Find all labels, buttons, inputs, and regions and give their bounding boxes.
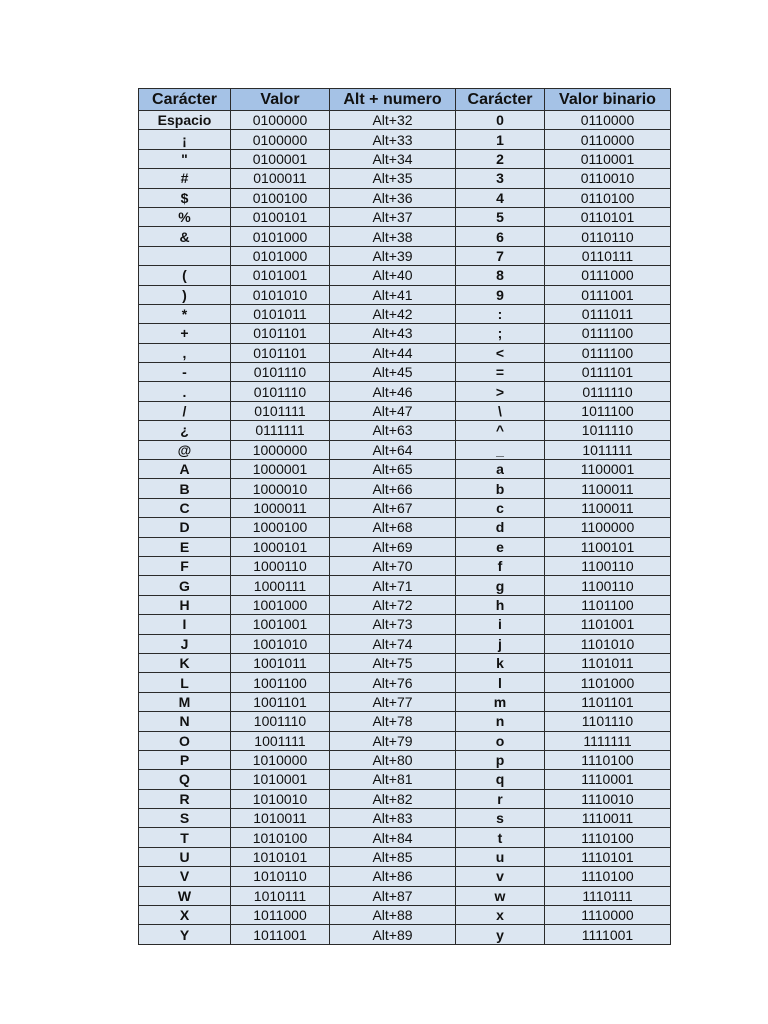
table-row xyxy=(139,828,671,847)
table-row xyxy=(139,401,671,420)
cell-caracter: Y xyxy=(139,925,231,944)
cell-caracter-2: f xyxy=(456,556,545,575)
cell-valor-binario: 0110010 xyxy=(545,169,671,188)
cell-valor-binario: 1110100 xyxy=(545,867,671,886)
cell-caracter: # xyxy=(139,169,231,188)
cell-alt-numero: Alt+45 xyxy=(330,363,456,382)
cell-valor-binario: 0110111 xyxy=(545,246,671,265)
cell-valor: 0101111 xyxy=(231,401,330,420)
cell-valor-binario: 1110111 xyxy=(545,886,671,905)
cell-valor-binario: 1100110 xyxy=(545,556,671,575)
cell-caracter-2: d xyxy=(456,518,545,537)
cell-caracter-2: _ xyxy=(456,440,545,459)
table-row xyxy=(139,556,671,575)
cell-valor-binario: 1110011 xyxy=(545,809,671,828)
cell-valor: 1010010 xyxy=(231,789,330,808)
cell-valor-binario: 1111111 xyxy=(545,731,671,750)
table-row xyxy=(139,440,671,459)
cell-caracter: T xyxy=(139,828,231,847)
cell-caracter-2: p xyxy=(456,750,545,769)
cell-valor: 1001100 xyxy=(231,673,330,692)
cell-caracter-2: 1 xyxy=(456,130,545,149)
cell-caracter-2: v xyxy=(456,867,545,886)
ascii-binary-table xyxy=(138,88,671,945)
cell-valor: 0101011 xyxy=(231,304,330,323)
cell-valor: 0100000 xyxy=(231,130,330,149)
cell-caracter: . xyxy=(139,382,231,401)
cell-alt-numero: Alt+81 xyxy=(330,770,456,789)
table-row xyxy=(139,363,671,382)
cell-caracter: % xyxy=(139,207,231,226)
cell-alt-numero: Alt+41 xyxy=(330,285,456,304)
cell-caracter: G xyxy=(139,576,231,595)
cell-caracter-2: x xyxy=(456,906,545,925)
cell-caracter: X xyxy=(139,906,231,925)
table-row xyxy=(139,537,671,556)
cell-caracter-2: 3 xyxy=(456,169,545,188)
cell-caracter: ( xyxy=(139,266,231,285)
table-row xyxy=(139,712,671,731)
table-row xyxy=(139,615,671,634)
cell-caracter-2: 6 xyxy=(456,227,545,246)
cell-valor-binario: 1101011 xyxy=(545,653,671,672)
table-row xyxy=(139,518,671,537)
cell-valor: 1000001 xyxy=(231,460,330,479)
cell-alt-numero: Alt+63 xyxy=(330,421,456,440)
cell-caracter-2: y xyxy=(456,925,545,944)
cell-caracter: P xyxy=(139,750,231,769)
cell-alt-numero: Alt+89 xyxy=(330,925,456,944)
cell-valor: 1000100 xyxy=(231,518,330,537)
cell-valor: 0100011 xyxy=(231,169,330,188)
cell-alt-numero: Alt+46 xyxy=(330,382,456,401)
cell-alt-numero: Alt+44 xyxy=(330,343,456,362)
cell-valor: 1000010 xyxy=(231,479,330,498)
cell-caracter-2: h xyxy=(456,595,545,614)
cell-valor: 1011000 xyxy=(231,906,330,925)
cell-alt-numero: Alt+65 xyxy=(330,460,456,479)
cell-valor: 0101000 xyxy=(231,227,330,246)
cell-alt-numero: Alt+38 xyxy=(330,227,456,246)
cell-valor-binario: 1101001 xyxy=(545,615,671,634)
cell-caracter: N xyxy=(139,712,231,731)
cell-caracter: & xyxy=(139,227,231,246)
cell-valor: 1010111 xyxy=(231,886,330,905)
cell-caracter-2: = xyxy=(456,363,545,382)
cell-caracter: $ xyxy=(139,188,231,207)
cell-caracter: Espacio xyxy=(139,111,231,130)
cell-alt-numero: Alt+83 xyxy=(330,809,456,828)
cell-valor-binario: 0111001 xyxy=(545,285,671,304)
cell-caracter-2: u xyxy=(456,847,545,866)
cell-caracter: A xyxy=(139,460,231,479)
table-row xyxy=(139,770,671,789)
cell-valor: 1010000 xyxy=(231,750,330,769)
cell-alt-numero: Alt+70 xyxy=(330,556,456,575)
table-row xyxy=(139,653,671,672)
header-caracter-2: Carácter xyxy=(456,89,545,111)
cell-valor: 1000101 xyxy=(231,537,330,556)
cell-valor-binario: 0111110 xyxy=(545,382,671,401)
cell-caracter-2: \ xyxy=(456,401,545,420)
cell-valor-binario: 0110110 xyxy=(545,227,671,246)
cell-valor-binario: 1100000 xyxy=(545,518,671,537)
cell-caracter: , xyxy=(139,343,231,362)
cell-valor: 0100100 xyxy=(231,188,330,207)
cell-caracter-2: 4 xyxy=(456,188,545,207)
header-valor-binario: Valor binario xyxy=(545,89,671,111)
table-row xyxy=(139,149,671,168)
cell-caracter-2: < xyxy=(456,343,545,362)
cell-valor-binario: 0110100 xyxy=(545,188,671,207)
table-row xyxy=(139,285,671,304)
table-row xyxy=(139,673,671,692)
table-row xyxy=(139,324,671,343)
cell-valor: 1000011 xyxy=(231,498,330,517)
cell-alt-numero: Alt+43 xyxy=(330,324,456,343)
table-row xyxy=(139,595,671,614)
cell-valor: 0101110 xyxy=(231,363,330,382)
cell-valor-binario: 1101110 xyxy=(545,712,671,731)
table-row xyxy=(139,750,671,769)
cell-caracter: R xyxy=(139,789,231,808)
cell-caracter-2: j xyxy=(456,634,545,653)
cell-valor-binario: 1011110 xyxy=(545,421,671,440)
cell-valor: 1010011 xyxy=(231,809,330,828)
cell-caracter-2: c xyxy=(456,498,545,517)
cell-valor-binario: 0110001 xyxy=(545,149,671,168)
cell-valor-binario: 1100001 xyxy=(545,460,671,479)
cell-valor: 0101000 xyxy=(231,246,330,265)
cell-valor-binario: 1011111 xyxy=(545,440,671,459)
cell-caracter-2: > xyxy=(456,382,545,401)
cell-alt-numero: Alt+67 xyxy=(330,498,456,517)
cell-alt-numero: Alt+82 xyxy=(330,789,456,808)
table-row xyxy=(139,498,671,517)
cell-valor-binario: 1100101 xyxy=(545,537,671,556)
cell-caracter-2: w xyxy=(456,886,545,905)
table-row xyxy=(139,304,671,323)
cell-caracter: U xyxy=(139,847,231,866)
cell-alt-numero: Alt+69 xyxy=(330,537,456,556)
cell-caracter: H xyxy=(139,595,231,614)
cell-caracter-2: m xyxy=(456,692,545,711)
cell-valor-binario: 1101100 xyxy=(545,595,671,614)
cell-caracter-2: : xyxy=(456,304,545,323)
table-row xyxy=(139,188,671,207)
cell-valor-binario: 1110101 xyxy=(545,847,671,866)
cell-caracter: S xyxy=(139,809,231,828)
cell-alt-numero: Alt+39 xyxy=(330,246,456,265)
table-row xyxy=(139,246,671,265)
cell-valor-binario: 0111000 xyxy=(545,266,671,285)
cell-valor: 1001101 xyxy=(231,692,330,711)
cell-valor: 0101010 xyxy=(231,285,330,304)
cell-caracter: D xyxy=(139,518,231,537)
cell-valor-binario: 0110000 xyxy=(545,111,671,130)
table-row xyxy=(139,867,671,886)
cell-valor: 0101001 xyxy=(231,266,330,285)
table-row xyxy=(139,111,671,130)
cell-caracter-2: l xyxy=(456,673,545,692)
cell-valor: 1000000 xyxy=(231,440,330,459)
cell-alt-numero: Alt+37 xyxy=(330,207,456,226)
cell-valor: 1001011 xyxy=(231,653,330,672)
table-row xyxy=(139,886,671,905)
cell-valor-binario: 0110101 xyxy=(545,207,671,226)
cell-caracter-2: 7 xyxy=(456,246,545,265)
cell-valor-binario: 1101000 xyxy=(545,673,671,692)
cell-valor: 0100101 xyxy=(231,207,330,226)
cell-valor-binario: 0111011 xyxy=(545,304,671,323)
cell-valor-binario: 1110000 xyxy=(545,906,671,925)
cell-caracter: F xyxy=(139,556,231,575)
cell-valor-binario: 1011100 xyxy=(545,401,671,420)
cell-valor: 1001001 xyxy=(231,615,330,634)
cell-alt-numero: Alt+47 xyxy=(330,401,456,420)
cell-caracter-2: e xyxy=(456,537,545,556)
cell-caracter xyxy=(139,246,231,265)
cell-alt-numero: Alt+72 xyxy=(330,595,456,614)
table-row xyxy=(139,460,671,479)
cell-valor-binario: 0110000 xyxy=(545,130,671,149)
cell-caracter-2: 9 xyxy=(456,285,545,304)
cell-valor-binario: 1110100 xyxy=(545,750,671,769)
cell-alt-numero: Alt+84 xyxy=(330,828,456,847)
cell-alt-numero: Alt+64 xyxy=(330,440,456,459)
table-row xyxy=(139,809,671,828)
cell-alt-numero: Alt+76 xyxy=(330,673,456,692)
cell-alt-numero: Alt+32 xyxy=(330,111,456,130)
cell-valor: 1011001 xyxy=(231,925,330,944)
cell-valor: 1001010 xyxy=(231,634,330,653)
cell-caracter-2: i xyxy=(456,615,545,634)
cell-valor-binario: 1110010 xyxy=(545,789,671,808)
cell-alt-numero: Alt+33 xyxy=(330,130,456,149)
cell-alt-numero: Alt+79 xyxy=(330,731,456,750)
cell-caracter: Q xyxy=(139,770,231,789)
cell-caracter-2: r xyxy=(456,789,545,808)
cell-caracter-2: ; xyxy=(456,324,545,343)
table-row xyxy=(139,343,671,362)
table-row xyxy=(139,207,671,226)
cell-caracter: J xyxy=(139,634,231,653)
table-row xyxy=(139,266,671,285)
cell-caracter: M xyxy=(139,692,231,711)
table-row xyxy=(139,479,671,498)
cell-valor-binario: 0111101 xyxy=(545,363,671,382)
cell-caracter-2: a xyxy=(456,460,545,479)
table-row xyxy=(139,731,671,750)
cell-valor: 1001110 xyxy=(231,712,330,731)
cell-valor-binario: 0111100 xyxy=(545,343,671,362)
cell-caracter-2: 2 xyxy=(456,149,545,168)
cell-caracter-2: q xyxy=(456,770,545,789)
cell-valor: 0101101 xyxy=(231,343,330,362)
table-row xyxy=(139,692,671,711)
cell-valor: 0101110 xyxy=(231,382,330,401)
cell-caracter-2: 5 xyxy=(456,207,545,226)
cell-caracter: I xyxy=(139,615,231,634)
cell-valor-binario: 1111001 xyxy=(545,925,671,944)
cell-caracter-2: b xyxy=(456,479,545,498)
cell-caracter-2: o xyxy=(456,731,545,750)
cell-valor: 0100000 xyxy=(231,111,330,130)
cell-caracter-2: g xyxy=(456,576,545,595)
cell-alt-numero: Alt+75 xyxy=(330,653,456,672)
cell-valor: 1000110 xyxy=(231,556,330,575)
cell-valor: 1001000 xyxy=(231,595,330,614)
cell-valor: 0101101 xyxy=(231,324,330,343)
cell-valor-binario: 1100110 xyxy=(545,576,671,595)
cell-caracter: ¡ xyxy=(139,130,231,149)
table-row xyxy=(139,130,671,149)
table-row xyxy=(139,576,671,595)
cell-valor-binario: 1100011 xyxy=(545,479,671,498)
table-body xyxy=(139,111,671,945)
cell-caracter: E xyxy=(139,537,231,556)
table-row xyxy=(139,789,671,808)
cell-valor-binario: 1101101 xyxy=(545,692,671,711)
header-valor: Valor xyxy=(231,89,330,111)
cell-caracter: / xyxy=(139,401,231,420)
table-row xyxy=(139,382,671,401)
cell-caracter: V xyxy=(139,867,231,886)
cell-alt-numero: Alt+88 xyxy=(330,906,456,925)
cell-valor-binario: 1101010 xyxy=(545,634,671,653)
cell-valor-binario: 1110001 xyxy=(545,770,671,789)
cell-caracter-2: ^ xyxy=(456,421,545,440)
cell-valor: 1000111 xyxy=(231,576,330,595)
cell-alt-numero: Alt+40 xyxy=(330,266,456,285)
cell-caracter-2: n xyxy=(456,712,545,731)
cell-valor-binario: 1110100 xyxy=(545,828,671,847)
cell-caracter: @ xyxy=(139,440,231,459)
cell-caracter: C xyxy=(139,498,231,517)
cell-caracter: " xyxy=(139,149,231,168)
cell-caracter: L xyxy=(139,673,231,692)
cell-caracter-2: 0 xyxy=(456,111,545,130)
cell-valor: 1001111 xyxy=(231,731,330,750)
cell-alt-numero: Alt+85 xyxy=(330,847,456,866)
cell-valor: 0100001 xyxy=(231,149,330,168)
cell-alt-numero: Alt+78 xyxy=(330,712,456,731)
cell-valor-binario: 0111100 xyxy=(545,324,671,343)
cell-caracter: W xyxy=(139,886,231,905)
cell-valor-binario: 1100011 xyxy=(545,498,671,517)
header-row xyxy=(139,89,671,111)
cell-caracter: + xyxy=(139,324,231,343)
table-row xyxy=(139,169,671,188)
cell-alt-numero: Alt+34 xyxy=(330,149,456,168)
cell-caracter: K xyxy=(139,653,231,672)
cell-alt-numero: Alt+74 xyxy=(330,634,456,653)
cell-alt-numero: Alt+42 xyxy=(330,304,456,323)
cell-alt-numero: Alt+77 xyxy=(330,692,456,711)
cell-valor: 0111111 xyxy=(231,421,330,440)
header-caracter: Carácter xyxy=(139,89,231,111)
table-row xyxy=(139,847,671,866)
cell-valor: 1010100 xyxy=(231,828,330,847)
table-row xyxy=(139,421,671,440)
cell-valor: 1010110 xyxy=(231,867,330,886)
cell-caracter-2: k xyxy=(456,653,545,672)
cell-caracter: ¿ xyxy=(139,421,231,440)
cell-caracter-2: s xyxy=(456,809,545,828)
table-row xyxy=(139,925,671,944)
table-row xyxy=(139,634,671,653)
cell-caracter-2: t xyxy=(456,828,545,847)
cell-alt-numero: Alt+36 xyxy=(330,188,456,207)
cell-alt-numero: Alt+73 xyxy=(330,615,456,634)
cell-valor: 1010101 xyxy=(231,847,330,866)
cell-caracter-2: 8 xyxy=(456,266,545,285)
cell-caracter: - xyxy=(139,363,231,382)
cell-alt-numero: Alt+35 xyxy=(330,169,456,188)
table-header xyxy=(139,89,671,111)
cell-valor: 1010001 xyxy=(231,770,330,789)
table-row xyxy=(139,906,671,925)
cell-caracter: O xyxy=(139,731,231,750)
cell-caracter: B xyxy=(139,479,231,498)
cell-alt-numero: Alt+86 xyxy=(330,867,456,886)
cell-caracter: ) xyxy=(139,285,231,304)
cell-alt-numero: Alt+87 xyxy=(330,886,456,905)
cell-alt-numero: Alt+71 xyxy=(330,576,456,595)
cell-alt-numero: Alt+68 xyxy=(330,518,456,537)
cell-alt-numero: Alt+80 xyxy=(330,750,456,769)
cell-caracter: * xyxy=(139,304,231,323)
table-row xyxy=(139,227,671,246)
header-alt-numero: Alt + numero xyxy=(330,89,456,111)
cell-alt-numero: Alt+66 xyxy=(330,479,456,498)
